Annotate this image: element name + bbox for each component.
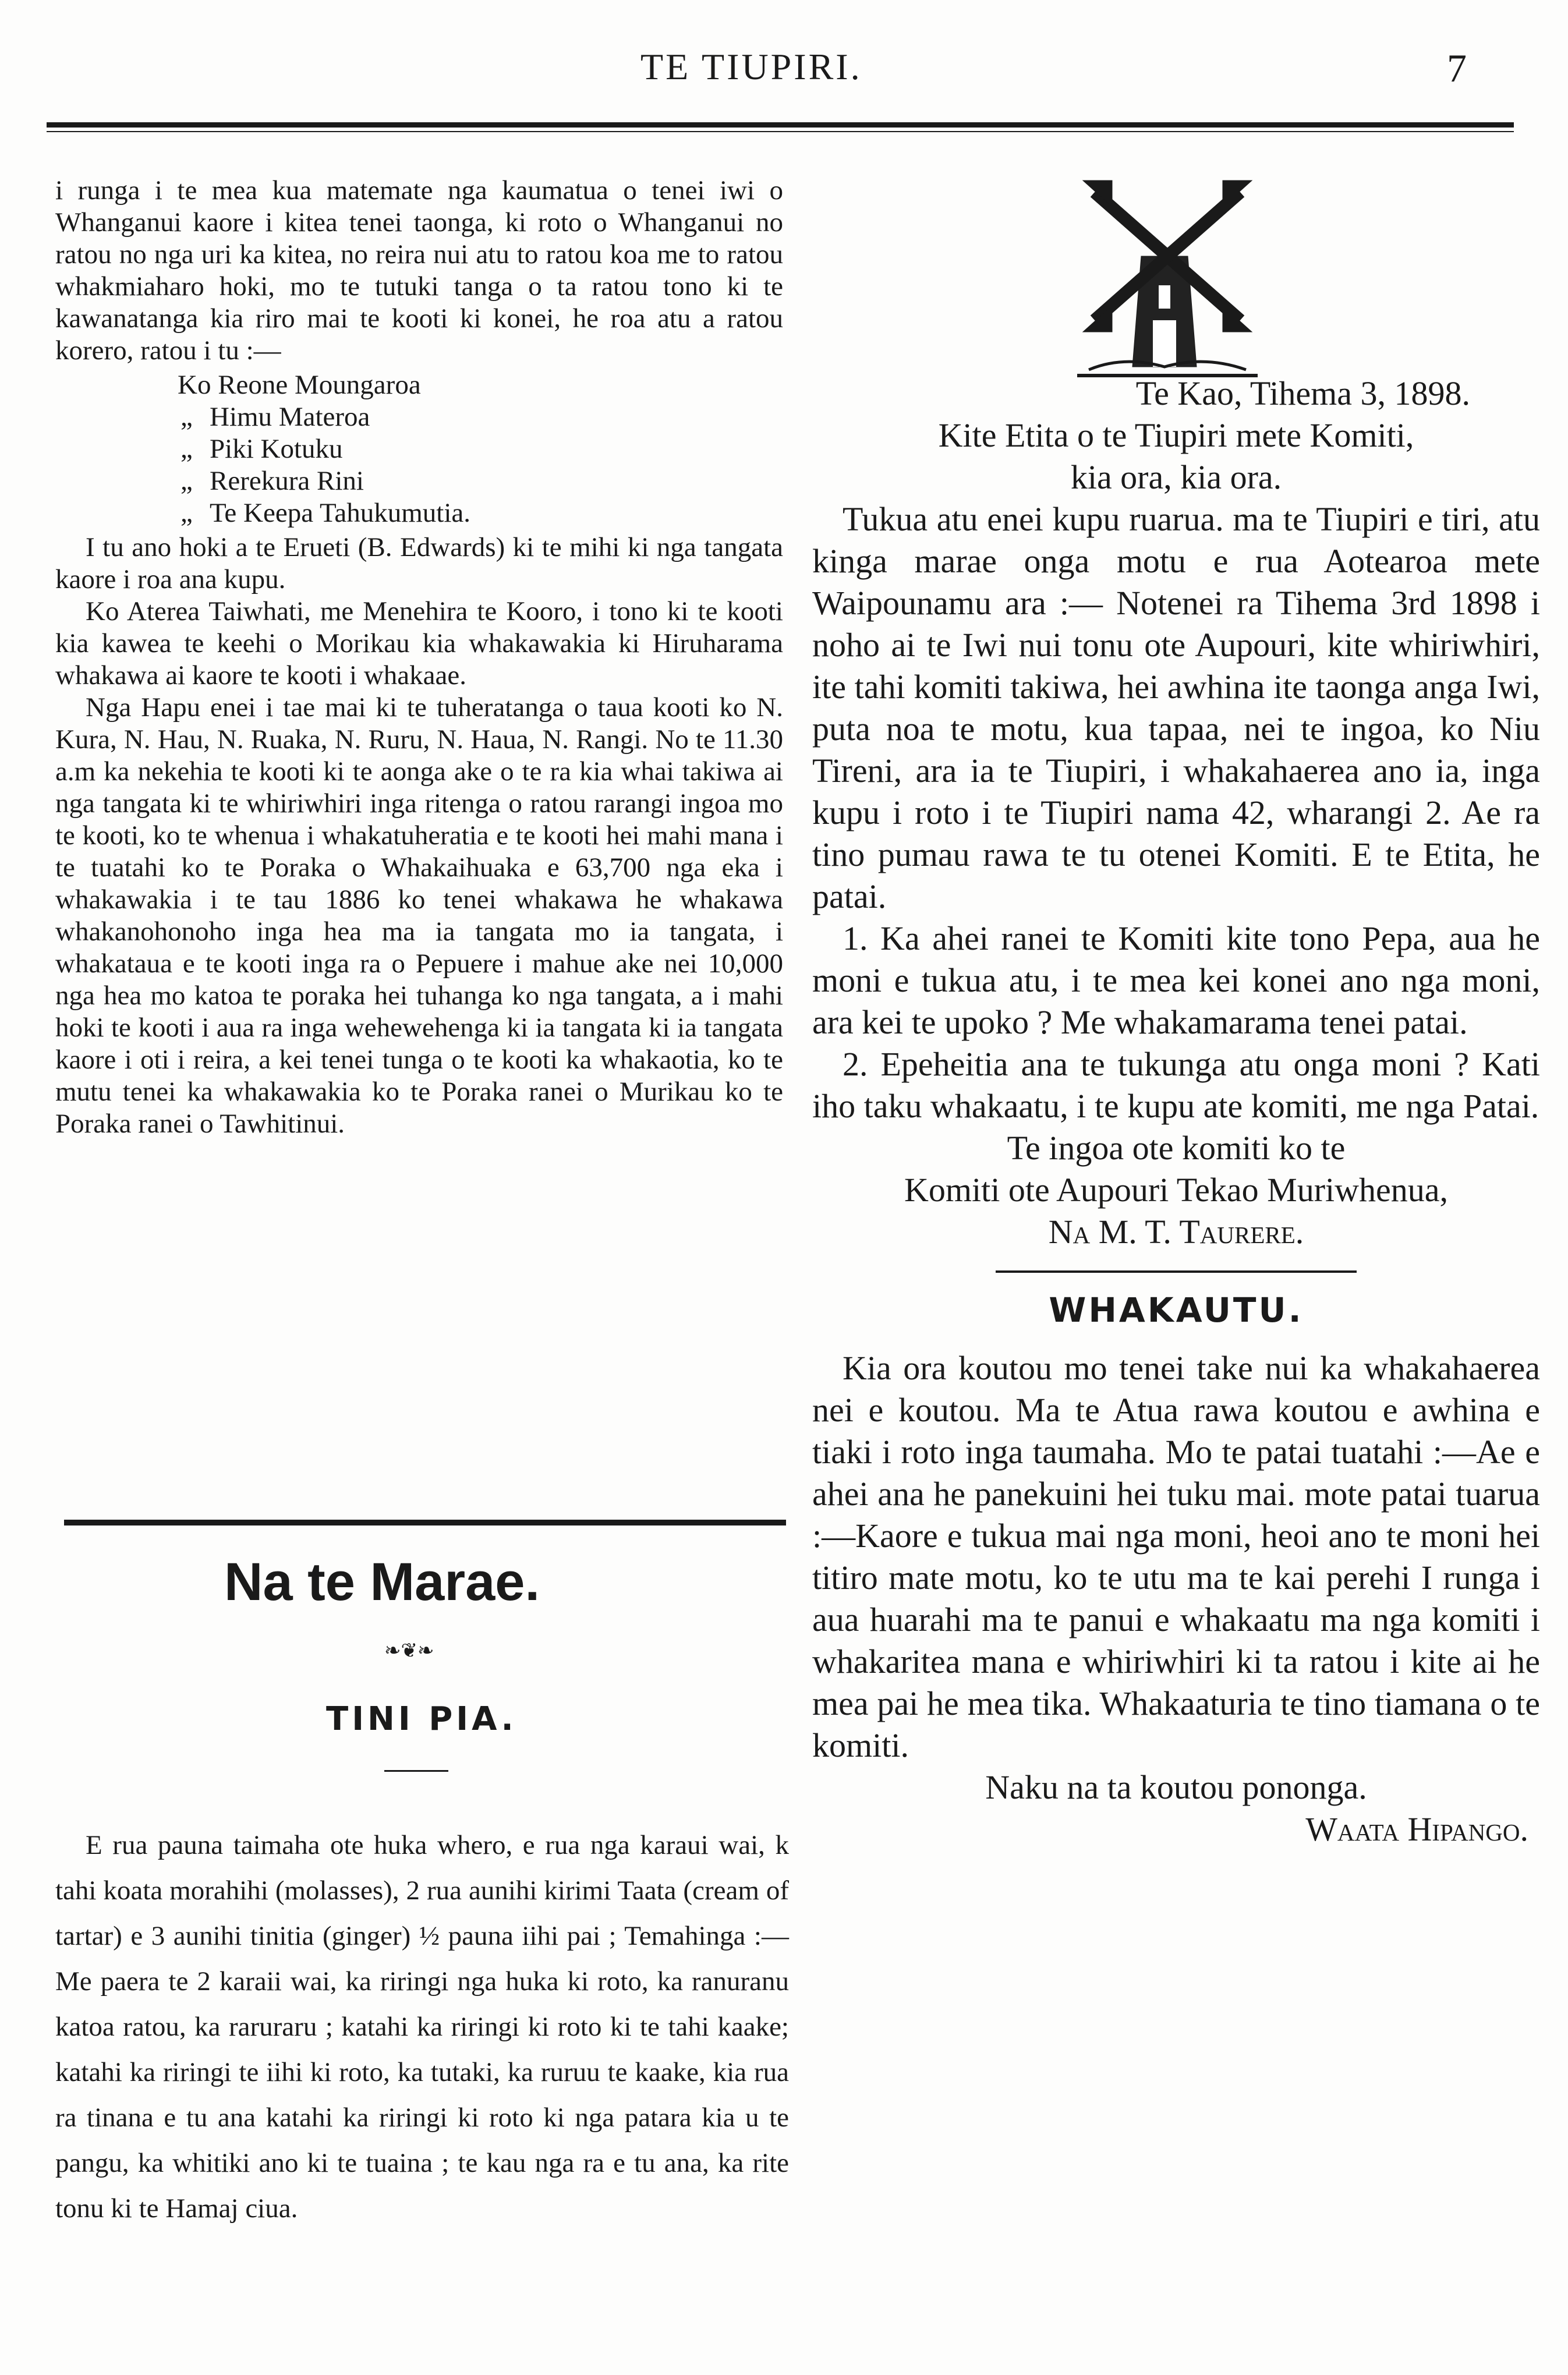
reply-signature: Waata Hipango. xyxy=(1305,1810,1528,1848)
reply-body: Kia ora koutou mo tenei take nui ka whakahaerea nei e koutou. Ma te Atua rawa koutou e awhina e tiaki i roto inga taumaha. Mo te patai tuatahi :—Ae e ahei ana he panekuini hei tuku mai. mote patai tuarua :—Kaore e tukua mai nga moni, heoi ano te moni hei titiro mate motu, ko te utu ma te kai perehi I runga i aua huarahi ma te panui e whakaatu ma nga komiti i whakaritea mana e whiriwhiri ki ta ratou i kite ai he mea pai he mea tika. Whakaaturia te tino tiamana o te komiti. xyxy=(812,1349,1540,1764)
speaker-list xyxy=(55,369,783,529)
ditto-mark: „ xyxy=(180,434,193,464)
ornament-divider: ❧❦❧ xyxy=(384,1639,434,1662)
recipe-title: TINI PIA. xyxy=(326,1700,517,1738)
speaker-name-text: Himu Materoa xyxy=(210,402,370,432)
short-rule xyxy=(384,1770,448,1772)
right-column xyxy=(812,373,1540,1850)
header-rule xyxy=(47,122,1514,128)
running-title: TE TIUPIRI. xyxy=(640,46,862,87)
header-rule-thin xyxy=(47,131,1514,132)
closing-line: Naku na ta koutou pononga. xyxy=(985,1768,1367,1806)
speaker-name xyxy=(55,465,783,497)
intro-paragraph: i runga i te mea kua matemate nga kaumatua o tenei iwi o Whanganui kaore i kitea tenei taonga, ki roto o Whanganui no ratou no nga uri ka kitea, no reira nui atu to ratou koa me to ratou whakmiaharo hoki, mo te tutuki tanga o ta ratou tono ki te kawanatanga kia riro mai te kooti ki konei, he roa atu a ratou korero, ratou i tu :— xyxy=(55,175,783,366)
reply-title: WHAKAUTU. xyxy=(1049,1290,1304,1330)
reply-divider xyxy=(996,1270,1357,1273)
dateline: Te Kao, Tihema 3, 1898. xyxy=(1135,374,1470,412)
petition-paragraph: Ko Aterea Taiwhati, me Menehira te Kooro, i tono ki te kooti kia kawea te keehi o Morikau kia whakawakia ki Hiruharama whakawa ai kaore te kooti i whakaae. xyxy=(55,596,783,691)
recipe-text: E rua pauna taimaha ote huka whero, e rua nga karaui wai, k tahi koata morahihi (molasses), 2 rua aunihi kirimi Taata (cream of tartar) e 3 aunihi tinitia (ginger) ½ pauna iihi pai ; Temahinga :—Me paera te 2 karaii wai, ka riringi nga huka ki roto, ka ranuranu katoa ratou, ka raruraru ; katahi ka riringi ki roto ki te tahi kaake; katahi ka riringi te iihi ki roto, ka tutaki, ka ruruu te kaake, kia rua ra tinana e tu ana katahi ka riringi ki roto ki nga patara kia u te pangu, ka whitiki ano ki te tuaina ; te kau nga ra e tu ana, ka rite tonu ki te Hamaj ciua. xyxy=(55,1830,789,2224)
section-divider xyxy=(64,1520,786,1525)
signature-line-3: Na M. T. Taurere. xyxy=(1048,1213,1304,1251)
speaker-name-text: Te Keepa Tahukumutia. xyxy=(210,498,471,528)
ditto-mark: „ xyxy=(180,498,193,528)
section-title: Na te Marae. xyxy=(224,1552,540,1612)
ditto-mark: „ xyxy=(180,402,193,432)
court-paragraph: Nga Hapu enei i tae mai ki te tuheratanga o taua kooti ko N. Kura, N. Hau, N. Ruaka, N. Ruru, N. Haua, N. Rangi. No te 11.30 a.m ka nekehia te kooti ki te aonga ake o te ra kia whai takiwa ai nga tangata ki te whiriwhiri inga ritenga o ratou rarangi ingoa mo te kooti, ko te whenua i whakatuheratia e te kooti hei mahi mana i te tuatahi ko te Poraka o Whakaihuaka e 63,700 nga eka i whakawakia i te tau 1886 ko tenei whakawa he whakawa whakanohonoho inga hea ma ia tangata mo ia tangata, i whakataua e te kooti inga ra o Pepuere i mahue ake nei 10,000 nga hea mo katoa te poraka hei tuhanga ko nga tangata, a i mahi hoki te kooti i aua ra inga wehewehenga ki ia tangata ki ia tangata kaore i oti i reira, a kei tenei tunga o te kooti ka whakaotia, ko te mutu tenei ka whakawakia ko te Poraka ranei o Murikau ko te Poraka ranei o Tawhitinui. xyxy=(55,692,783,1139)
speaker-name xyxy=(55,401,783,433)
speaker-name xyxy=(55,433,783,465)
signature-line-1: Te ingoa ote komiti ko te xyxy=(1007,1129,1346,1167)
ditto-mark: „ xyxy=(180,466,193,496)
letter-body: Tukua atu enei kupu ruarua. ma te Tiupiri e tiri, atu kinga marae onga motu e rua Aotearoa mete Waipounamu ara :— Notenei ra Tihema 3rd 1898 i noho ai te Iwi nui tonu ote Aupouri, kite whiriwhiri, ite tahi komiti takiwa, hei awhina ite taonga anga Iwi, puta noa te motu, kua tapaa, nei te ingoa, ko Niu Tireni, ara ia te Tiupiri, i whakahaerea ano ia, inga kupu i roto i te Tiupiri nama 42, wharangi 2. Ae ra tino pumau rawa te tu otenei Komiti. E te Etita, he patai. xyxy=(812,500,1540,915)
speaker-name xyxy=(55,497,783,529)
left-column xyxy=(55,175,783,1140)
question-2: 2. Epeheitia ana te tukunga atu onga moni ? Kati iho taku whakaatu, i te kupu ate komiti, me nga Patai. xyxy=(812,1045,1540,1125)
edwards-paragraph: I tu ano hoki a te Erueti (B. Edwards) ki te mihi ki nga tangata kaore i roa ana kupu. xyxy=(55,532,783,594)
question-1: 1. Ka ahei ranei te Komiti kite tono Pepa, aua he moni e tukua atu, i te mea kei konei ano nga moni, ara kei te upoko ? Me whakamarama tenei patai. xyxy=(812,919,1540,1041)
speaker-name-text: Ko Reone Moungaroa xyxy=(178,370,421,400)
speaker-name xyxy=(55,369,783,401)
speaker-name-text: Rerekura Rini xyxy=(210,466,364,496)
page-number: 7 xyxy=(1447,46,1467,90)
speaker-name-text: Piki Kotuku xyxy=(210,434,343,464)
signature-line-2: Komiti ote Aupouri Tekao Muriwhenua, xyxy=(904,1171,1448,1209)
salutation-line-1: Kite Etita o te Tiupiri mete Komiti, xyxy=(938,416,1414,454)
windmill-emblem-icon xyxy=(1071,175,1263,384)
salutation-line-2: kia ora, kia ora. xyxy=(1070,458,1282,496)
